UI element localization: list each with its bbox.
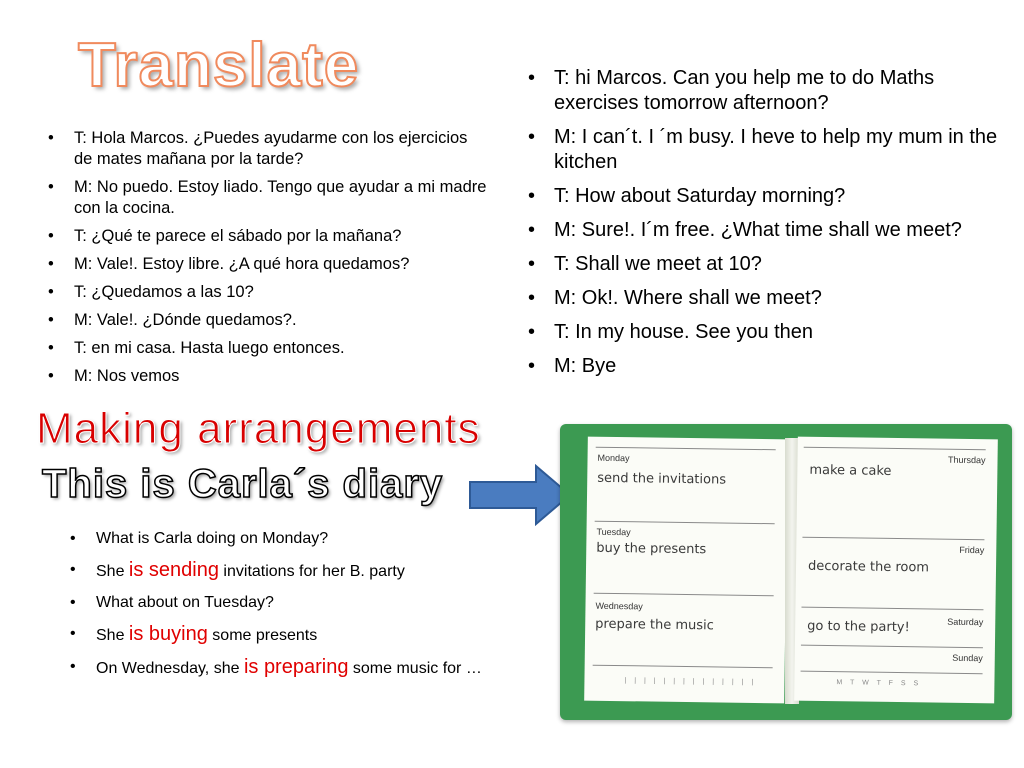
translate-heading: Translate	[78, 31, 360, 100]
list-item: • M: Vale!. ¿Dónde quedamos?.	[40, 310, 490, 331]
diary-day-tuesday: Tuesday	[596, 526, 631, 538]
list-item: • M: Ok!. Where shall we meet?	[520, 286, 1000, 311]
right-arrow-icon	[468, 464, 572, 526]
spanish-dialogue-list	[40, 128, 490, 394]
answer-text: She	[96, 563, 129, 580]
diary-task-thursday: make a cake	[809, 462, 892, 479]
list-item: • T: hi Marcos. Can you help me to do Maths exercises tomorrow afternoon?	[520, 66, 1000, 116]
carla-diary-heading: This is Carla´s diary	[42, 462, 444, 506]
diary-week-letters: M T W T F S S	[836, 679, 922, 688]
list-item: • M: Nos vemos	[40, 366, 490, 387]
answer-text: some presents	[207, 627, 318, 644]
answer-text: some music for …	[348, 660, 482, 677]
list-item: • T: ¿Qué te parece el sábado por la mañana?	[40, 226, 490, 247]
list-item: • T: ¿Quedamos a las 10?	[40, 282, 490, 303]
list-item: • M: No puedo. Estoy liado. Tengo que ayudar a mi madre con la cocina.	[40, 177, 490, 219]
diary-task-saturday: go to the party!	[807, 618, 910, 636]
diary-day-sunday: Sunday	[952, 652, 983, 664]
list-item: • M: Bye	[520, 354, 1000, 379]
diary-day-wednesday: Wednesday	[595, 600, 643, 612]
highlighted-verb: is buying	[128, 623, 208, 645]
question-monday: What is Carla doing on Monday?	[96, 530, 329, 547]
list-item: • T: How about Saturday morning?	[520, 184, 1000, 209]
answer-text: invitations for her B. party	[218, 563, 405, 580]
answer-text: She	[96, 627, 129, 644]
list-item: • T: en mi casa. Hasta luego entonces.	[40, 338, 490, 359]
diary-task-monday: send the invitations	[597, 470, 727, 488]
list-item	[62, 656, 502, 680]
list-item	[62, 528, 502, 550]
question-tuesday: What about on Tuesday?	[96, 594, 274, 611]
making-arrangements-text: Making arrangements	[36, 404, 481, 453]
list-item	[62, 559, 502, 583]
diary-right-page	[794, 437, 998, 704]
diary-day-saturday: Saturday	[947, 616, 984, 628]
list-item: • M: Sure!. I´m free. ¿What time shall we meet?	[520, 218, 1000, 243]
diary-day-friday: Friday	[959, 544, 985, 556]
questions-list	[62, 528, 502, 689]
diary-day-monday: Monday	[597, 452, 630, 464]
diary-task-friday: decorate the room	[807, 558, 930, 576]
list-item: • T: In my house. See you then	[520, 320, 1000, 345]
list-item: • T: Hola Marcos. ¿Puedes ayudarme con los ejercicios de mates mañana por la tarde?	[40, 128, 490, 170]
highlighted-verb: is sending	[128, 559, 219, 581]
diary-left-page: Monday send the invitations Tuesday buy the presents Wednesday prepare the music | | | | | | | | | | | | | |	[584, 437, 788, 704]
highlighted-verb: is preparing	[243, 656, 349, 678]
diary-task-tuesday: buy the presents	[596, 540, 707, 558]
making-arrangements-heading	[36, 404, 481, 454]
list-item: • M: Vale!. Estoy libre. ¿A qué hora quedamos?	[40, 254, 490, 275]
diary-day-thursday: Thursday	[947, 454, 986, 466]
diary-image	[560, 424, 1012, 720]
list-item: • T: Shall we meet at 10?	[520, 252, 1000, 277]
diary-task-wednesday: prepare the music	[595, 616, 714, 634]
list-item	[62, 592, 502, 614]
answer-text: On Wednesday, she	[96, 660, 244, 677]
list-item	[62, 623, 502, 647]
english-dialogue-list	[520, 66, 1000, 388]
list-item: • M: I can´t. I ´m busy. I heve to help my mum in the kitchen	[520, 125, 1000, 175]
